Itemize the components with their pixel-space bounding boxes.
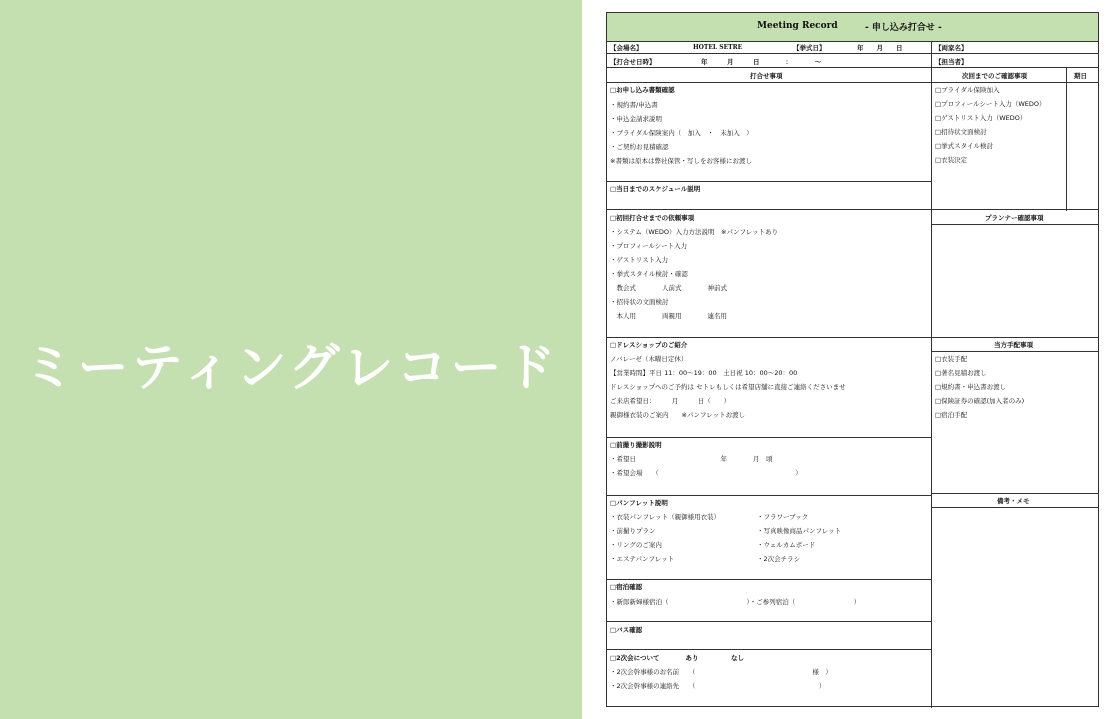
list-item: ドレスショップへのご予約は セトレもしくは希望店舗に直接ご連絡くださいませ [610, 383, 846, 391]
date-column-divider [1066, 68, 1067, 211]
checklist-item: □宿泊手配 [935, 411, 968, 419]
section-title-requests: □初回打合せまでの依頼事項 [610, 214, 695, 222]
divider [932, 351, 1098, 352]
divider [607, 181, 931, 182]
list-item: ・リングのご案内 [610, 541, 662, 549]
divider [607, 53, 1098, 54]
list-item: ・前撮りプラン [610, 527, 656, 535]
column-divider [931, 41, 932, 708]
section-title-bus: □バス確認 [610, 626, 643, 634]
form-title: Meeting Record [757, 21, 838, 31]
section-title-party: □2次会について あり なし [610, 654, 745, 662]
section-title-schedule: □当日までのスケジュール説明 [610, 185, 701, 193]
list-item: ・システム（WEDO）入力方法説明 ※パンフレットあり [610, 228, 779, 236]
list-item: ・プロフィールシート入力 [610, 242, 688, 250]
divider [607, 67, 1098, 68]
memo-title: 備考・メモ [997, 497, 1030, 505]
checklist-item: □挙式スタイル検討 [935, 142, 994, 150]
next-column-header: 次回までのご確認事項 [962, 72, 1027, 80]
section-title-pamphlet: □パンフレット説明 [610, 499, 668, 507]
arrangements-title: 当方手配事項 [994, 341, 1033, 349]
list-item: ・招待状の文面検討 [610, 298, 669, 306]
date-column-header: 期日 [1074, 72, 1087, 80]
meeting-label: 【打合せ日時】 [610, 58, 656, 66]
checklist-item: □招待状文面検討 [935, 128, 987, 136]
list-item: ・2次会幹事様の連絡先 （ ） [610, 682, 826, 690]
families-label: 【両家名】 [935, 44, 968, 52]
list-item: ・希望日 年 月 頃 [610, 455, 773, 463]
list-item: ・規約書/申込書 [610, 101, 658, 109]
checklist-item: □プロフィールシート入力（WEDO） [935, 100, 1046, 108]
list-item: ・衣装パンフレット（親御様用衣装） [610, 513, 721, 521]
list-item: 親御様衣装のご案内 ※パンフレットお渡し [610, 411, 746, 419]
divider [607, 621, 931, 622]
divider [607, 495, 931, 496]
venue-label: 【会場名】 [610, 44, 643, 52]
section-title-apply: □お申し込み書類確認 [610, 86, 675, 94]
divider [607, 437, 931, 438]
list-item: ・ゲストリスト入力 [610, 256, 669, 264]
form-header [607, 13, 1098, 42]
planner-title: プランナー確認事項 [985, 214, 1044, 222]
list-item: ・希望会場 （ ） [610, 469, 802, 477]
divider [607, 209, 1098, 210]
checklist-item: □衣装手配 [935, 355, 968, 363]
divider [932, 507, 1098, 508]
list-item: ・申込金請求説明 [610, 115, 662, 123]
list-item: 教会式 人前式 神前式 [610, 284, 727, 292]
divider [607, 82, 1098, 83]
list-item: ・エステパンフレット [610, 555, 675, 563]
list-item: ※書類は原本は弊社保管・写しをお客様にお渡し [610, 157, 752, 165]
banner-title: ミーティングレコード [23, 339, 559, 398]
section-title-photo: □前撮り撮影説明 [610, 441, 662, 449]
divider [932, 493, 1098, 494]
meeting-datetime: 年 月 日 ： ～ [701, 58, 822, 66]
divider [607, 579, 931, 580]
checklist-item: □ブライダル保険加入 [935, 86, 1000, 94]
ceremony-label: 【挙式日】 [793, 44, 826, 52]
checklist-item: □衣装決定 [935, 156, 968, 164]
list-item: ・ウェルカムボード [757, 541, 816, 549]
list-item: ・ブライダル保険案内（ 加入 ・ 未加入 ） [610, 129, 753, 137]
section-title-dress: □ドレスショップのご紹介 [610, 341, 688, 349]
list-item: ・写真映像商品パンフレット [757, 527, 842, 535]
list-item: ・ご契約お見積確認 [610, 143, 669, 151]
checklist-item: □保険証券の確認(加入者のみ) [935, 397, 1025, 405]
checklist-item: □ゲストリスト入力（WEDO） [935, 114, 1027, 122]
list-item: ・挙式スタイル検討・確認 [610, 270, 688, 278]
divider [932, 224, 1098, 225]
divider [607, 649, 931, 650]
list-item: 【営業時間】平日 11：00～19：00 土日祝 10：00～20：00 [610, 369, 798, 377]
list-item: 本人用 両親用 連名用 [610, 312, 727, 320]
checklist-item: □規約書・申込書お渡し [935, 383, 1007, 391]
main-column-header: 打合せ事項 [750, 72, 783, 80]
ceremony-date: 年 月 日 [857, 44, 903, 52]
list-item: ・2次会チラシ [757, 555, 801, 563]
form-subtitle: - 申し込み打合せ - [865, 23, 942, 33]
divider [607, 337, 1098, 338]
meeting-record-form [606, 12, 1099, 707]
venue-value: HOTEL SETRE [693, 44, 743, 51]
list-item: ・フラワーブック [757, 513, 809, 521]
checklist-item: □著名見積お渡し [935, 369, 987, 377]
list-item: ノバレーゼ（木曜日定休） [610, 355, 688, 363]
list-item: ご来店希望日： 月 日（ ） [610, 397, 731, 405]
list-item: ・2次会幹事様のお名前 （ 様 ） [610, 668, 832, 676]
section-title-stay: □宿泊確認 [610, 583, 643, 591]
list-item: ・新郎新婦様宿泊（ ）・ご参列宿泊（ ） [610, 598, 861, 606]
staff-label: 【担当者】 [935, 58, 968, 66]
